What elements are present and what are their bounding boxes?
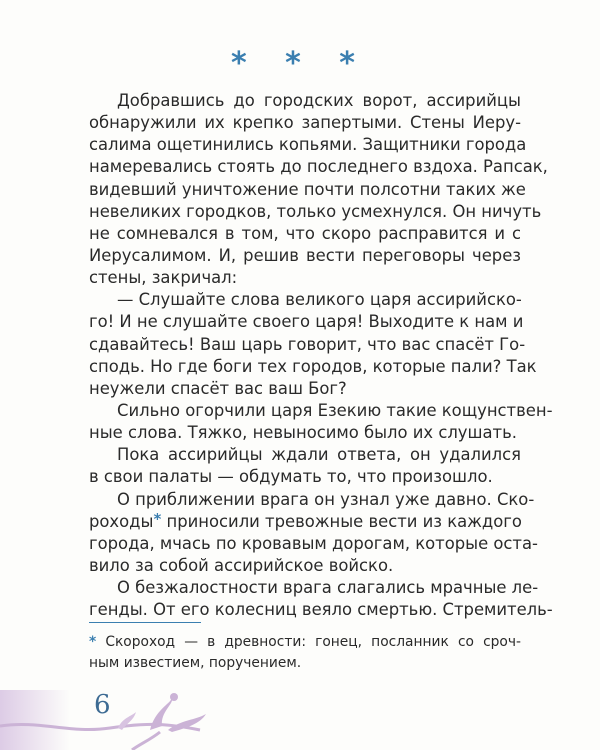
text-line: видевший уничтожение почти полсотни таких же bbox=[89, 179, 526, 199]
text-line: сподь. Но где боги тех городов, которые пали? Так bbox=[89, 356, 537, 376]
text-line: обнаружили их крепко запертыми. Стены Иеру- bbox=[89, 113, 521, 133]
text-line: Добравшись до городских ворот, ассирийцы bbox=[117, 91, 521, 110]
text-line: намеревались стоять до последнего вздоха. Рапсак, bbox=[89, 157, 548, 177]
body-text bbox=[89, 90, 553, 621]
text-line: генды. От его колесниц веяло смертью. Стремитель- bbox=[89, 600, 553, 620]
word-skorohody: роходы bbox=[89, 511, 154, 531]
text-line: — Слушайте слова великого царя ассирийско- bbox=[117, 290, 522, 310]
text-line: в свои палаты — обдумать то, что произошло. bbox=[89, 467, 493, 487]
footnote-marker: * bbox=[89, 634, 97, 650]
text-line: ные слова. Тяжко, невыносимо было их слушать. bbox=[89, 423, 517, 443]
text-line: вило за собой ассирийское войско. bbox=[89, 555, 394, 575]
text-line-with-footnote bbox=[89, 511, 521, 533]
text-line: салима ощетинились копьями. Защитники города bbox=[89, 135, 527, 155]
text-line: Сильно огорчили царя Езекию такие кощунствен- bbox=[117, 400, 553, 420]
text-line: стены, закричал: bbox=[89, 268, 238, 288]
floral-ornament-icon bbox=[0, 690, 260, 750]
footnote-text: Скороход — в древности: гонец, посланник со сроч- bbox=[105, 634, 522, 650]
section-divider: * * * bbox=[231, 46, 369, 81]
footnote-reference[interactable]: * bbox=[153, 509, 162, 528]
text-line: Пока ассирийцы ждали ответа, он удалился bbox=[117, 445, 521, 465]
text-line: го! И не слушайте своего царя! Выходите к нам и bbox=[89, 312, 524, 332]
footnote bbox=[89, 632, 521, 674]
text-line: города, мчась по кровавым дорогам, которые оста- bbox=[89, 533, 538, 553]
text-line: О безжалостности врага слагались мрачные ле- bbox=[117, 578, 539, 598]
text-line: сдавайтесь! Ваш царь говорит, что вас спасёт Го- bbox=[89, 334, 526, 354]
text-line: Иерусалимом. И, решив вести переговоры через bbox=[89, 245, 521, 265]
text-line: неужели спасёт вас ваш Бог? bbox=[89, 378, 347, 398]
footnote-line bbox=[89, 632, 521, 653]
footnote-divider bbox=[89, 622, 201, 623]
line-rest: приносили тревожные вести из каждого bbox=[161, 511, 522, 531]
page-number: 6 bbox=[94, 690, 111, 720]
text-line: О приближении врага он узнал уже давно. Ско- bbox=[117, 489, 535, 509]
text-line: невеликих городков, только усмехнулся. Он ничуть bbox=[89, 201, 542, 221]
text-line: не сомневался в том, что скоро расправится и с bbox=[89, 223, 521, 243]
footnote-line: ным известием, поручением. bbox=[89, 655, 302, 671]
